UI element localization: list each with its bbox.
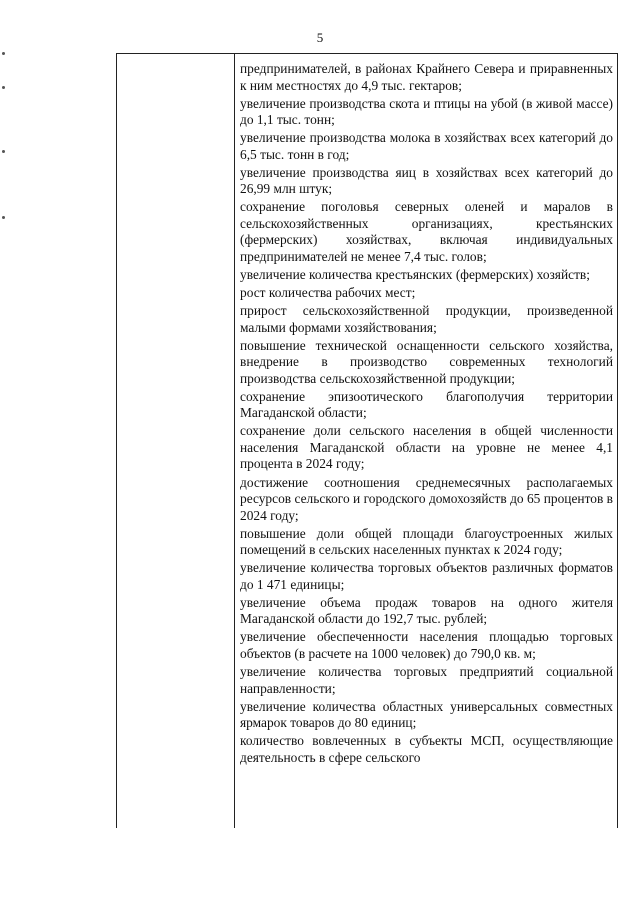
list-item: увеличение производства скота и птицы на убой (в живой массе) до 1,1 тыс. тонн; xyxy=(240,95,613,128)
list-item: прирост сельскохозяйственной продукции, произведенной малыми формами хозяйствования; xyxy=(240,303,613,335)
list-item: повышение доли общей площади благоустроенных жилых помещений в сельских населенных пунктах к 2024 году; xyxy=(240,525,613,558)
page-number: 5 xyxy=(316,30,324,45)
list-item: увеличение количества крестьянских (фермерских) хозяйств; xyxy=(240,266,590,282)
list-item: количество вовлеченных в субъекты МСП, осуществляющие деятельность в сфере сельского xyxy=(240,733,613,765)
scan-artifact-mark xyxy=(2,216,5,219)
list-item: сохранение эпизоотического благополучия территории Магаданской области; xyxy=(240,388,613,421)
list-item: сохранение поголовья северных оленей и маралов в сельскохозяйственных организациях, крестьянских (фермерских) хозяйствах, включая индивидуальных предпринимателей не менее 7,4 тыс. голов; xyxy=(240,199,613,264)
scan-artifact-mark xyxy=(2,86,5,89)
column-divider xyxy=(234,54,235,828)
list-item: достижение соотношения среднемесячных располагаемых ресурсов сельского и городского домохозяйств до 65 процентов в 2024 году; xyxy=(240,474,613,523)
list-item: предпринимателей, в районах Крайнего Севера и приравненных к ним местностях до 4,9 тыс. гектаров; xyxy=(240,61,613,93)
list-item: увеличение обеспеченности населения площадью торговых объектов (в расчете на 1000 человек) до 790,0 кв. м; xyxy=(240,629,613,661)
list-item: рост количества рабочих мест; xyxy=(240,285,416,301)
list-item: сохранение доли сельского населения в общей численности населения Магаданской области на уровне не менее 4,1 процента в 2024 году; xyxy=(240,423,613,472)
list-item: увеличение количества торговых предприятий социальной направленности; xyxy=(240,664,613,696)
list-item: повышение технической оснащенности сельского хозяйства, внедрение в производство современных технологий производства сельскохозяйственной продукции; xyxy=(240,337,613,386)
list-item: увеличение производства молока в хозяйствах всех категорий до 6,5 тыс. тонн в год; xyxy=(240,130,613,162)
document-table xyxy=(116,53,618,828)
list-item: увеличение производства яиц в хозяйствах всех категорий до 26,99 млн штук; xyxy=(240,164,613,197)
list-item: увеличение количества торговых объектов различных форматов до 1 471 единицы; xyxy=(240,560,613,592)
expected-results-list xyxy=(240,61,613,768)
list-item: увеличение объема продаж товаров на одного жителя Магаданской области до 192,7 тыс. рублей; xyxy=(240,594,613,627)
scan-artifact-mark xyxy=(2,52,5,55)
list-item: увеличение количества областных универсальных совместных ярмарок товаров до 80 единиц; xyxy=(240,698,613,731)
scan-artifact-mark xyxy=(2,150,5,153)
